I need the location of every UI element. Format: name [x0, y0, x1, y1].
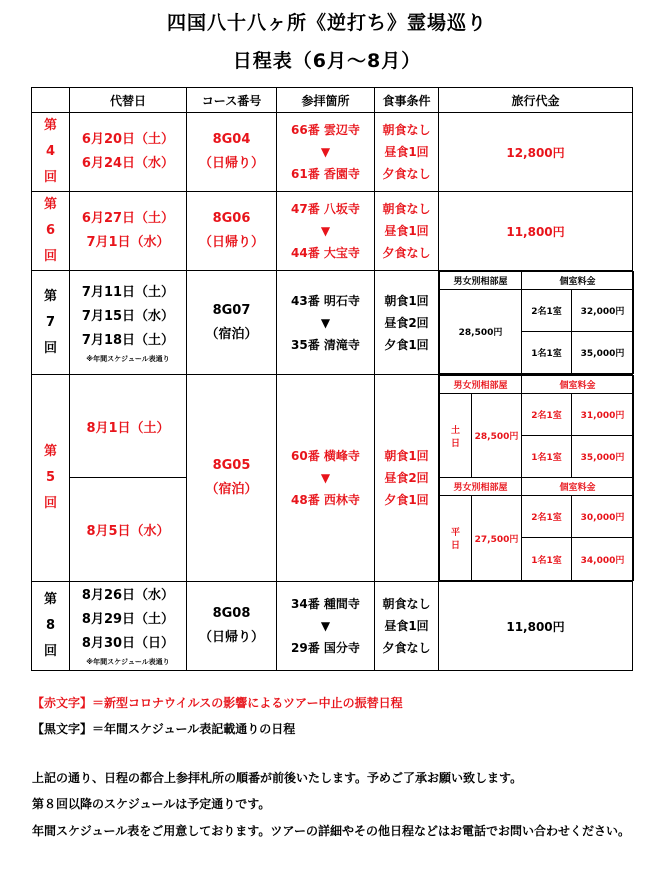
legend-red: 【赤文字】＝新型コロナウイルスの影響によるツアー中止の振替日程 [32, 696, 403, 710]
schedule-table [31, 87, 633, 671]
date-saturday: 8月1日（土） [70, 376, 186, 478]
arrow-down-icon: ▼ [320, 224, 331, 238]
arrow-down-icon: ▼ [320, 619, 331, 633]
room-price: 32,000円 [572, 290, 634, 332]
temple-cell: 43番 明石寺 ▼ 35番 清滝寺 [277, 271, 375, 375]
room-price: 30,000円 [572, 496, 634, 538]
shared-room-price: 27,500円 [472, 496, 522, 581]
course-cell: 8G05 （宿泊） [187, 375, 277, 582]
round-cell: 第 7 回 [32, 271, 70, 375]
date-weekday: 8月5日（水） [86, 523, 170, 539]
room-type: 1名1室 [522, 538, 572, 581]
price-cell: 11,800円 [439, 582, 633, 671]
arrow-down-icon: ▼ [320, 145, 331, 159]
private-room-label: 個室料金 [522, 376, 634, 394]
pricing-table [439, 375, 634, 581]
day-type-label: 土 日 [440, 394, 472, 478]
header-row [32, 88, 633, 113]
temple-cell: 66番 雲辺寺 ▼ 61番 香園寺 [277, 113, 375, 192]
date-cell: 7月11日（土） 7月15日（水） 7月18日（土） ※年間スケジュール表通り [70, 271, 187, 375]
table-row [32, 113, 633, 192]
meals-cell: 朝食1回 昼食2回 夕食1回 [375, 375, 439, 582]
room-price: 35,000円 [572, 332, 634, 374]
table-row [32, 582, 633, 671]
temple-cell: 34番 種間寺 ▼ 29番 国分寺 [277, 582, 375, 671]
notice-paragraph: 上記の通り、日程の都合上参拝札所の順番が前後いたします。予めご了承お願い致します。 [32, 771, 523, 785]
course-cell: 8G04 （日帰り） [187, 113, 277, 192]
course-cell: 8G08 （日帰り） [187, 582, 277, 671]
shared-room-price: 28,500円 [472, 394, 522, 478]
room-price: 34,000円 [572, 538, 634, 581]
room-price: 31,000円 [572, 394, 634, 436]
schedule-note: ※年間スケジュール表通り [86, 658, 170, 666]
meals-cell: 朝食なし 昼食1回 夕食なし [375, 582, 439, 671]
page-title: 四国八十八ヶ所《逆打ち》霊場巡り [166, 12, 487, 34]
arrow-down-icon: ▼ [320, 315, 331, 330]
pricing-table [439, 271, 634, 374]
page-subtitle: 日程表（6月〜8月） [232, 50, 422, 72]
table-row [32, 192, 633, 271]
meals-cell: 朝食なし 昼食1回 夕食なし [375, 113, 439, 192]
shared-room-price: 28,500円 [440, 290, 522, 374]
room-price: 35,000円 [572, 436, 634, 478]
pricing-cell [439, 375, 633, 582]
schedule-note: ※年間スケジュール表通り [86, 354, 170, 363]
date-cell: 6月20日（土） 6月24日（水） [70, 113, 187, 192]
shared-room-label: 男女別相部屋 [440, 478, 522, 496]
arrow-down-icon: ▼ [320, 471, 331, 485]
temple-cell: 60番 横峰寺 ▼ 48番 西林寺 [277, 375, 375, 582]
date-cell: 6月27日（土） 7月1日（水） [70, 192, 187, 271]
meals-cell: 朝食なし 昼食1回 夕食なし [375, 192, 439, 271]
header-course: コース番号 [187, 88, 277, 113]
room-type: 1名1室 [522, 332, 572, 374]
private-room-label: 個室料金 [522, 478, 634, 496]
table-row [32, 271, 633, 375]
header-round [32, 88, 70, 113]
shared-room-label: 男女別相部屋 [440, 376, 522, 394]
room-type: 2名1室 [522, 496, 572, 538]
header-price: 旅行代金 [439, 88, 633, 113]
room-type: 1名1室 [522, 436, 572, 478]
private-room-label: 個室料金 [522, 272, 634, 290]
date-cell: 8月26日（水） 8月29日（土） 8月30日（日） ※年間スケジュール表通り [70, 582, 187, 671]
temple-cell: 47番 八坂寺 ▼ 44番 大宝寺 [277, 192, 375, 271]
day-type-label: 平 日 [440, 496, 472, 581]
course-cell: 8G07 （宿泊） [187, 271, 277, 375]
table-row [32, 375, 633, 582]
round-cell: 第 4 回 [32, 113, 70, 192]
header-temples: 参拝箇所 [277, 88, 375, 113]
pricing-cell [439, 271, 633, 375]
round-cell: 第 8 回 [32, 582, 70, 671]
room-type: 2名1室 [522, 394, 572, 436]
meals-cell: 朝食1回 昼食2回 夕食1回 [375, 271, 439, 375]
round-cell: 第 5 回 [32, 375, 70, 582]
notice-paragraph: 年間スケジュール表をご用意しております。ツアーの詳細やその他日程などはお電話でお問い合わせください。 [32, 824, 630, 838]
price-cell: 11,800円 [439, 192, 633, 271]
date-cell [70, 375, 187, 582]
header-meals: 食事条件 [375, 88, 439, 113]
price-cell: 12,800円 [439, 113, 633, 192]
course-cell: 8G06 （日帰り） [187, 192, 277, 271]
round-cell: 第 6 回 [32, 192, 70, 271]
notice-paragraph: 第８回以降のスケジュールは予定通りです。 [32, 797, 271, 811]
room-type: 2名1室 [522, 290, 572, 332]
shared-room-label: 男女別相部屋 [440, 272, 522, 290]
header-date: 代替日 [70, 88, 187, 113]
legend-black: 【黒文字】＝年間スケジュール表記載通りの日程 [32, 722, 296, 736]
